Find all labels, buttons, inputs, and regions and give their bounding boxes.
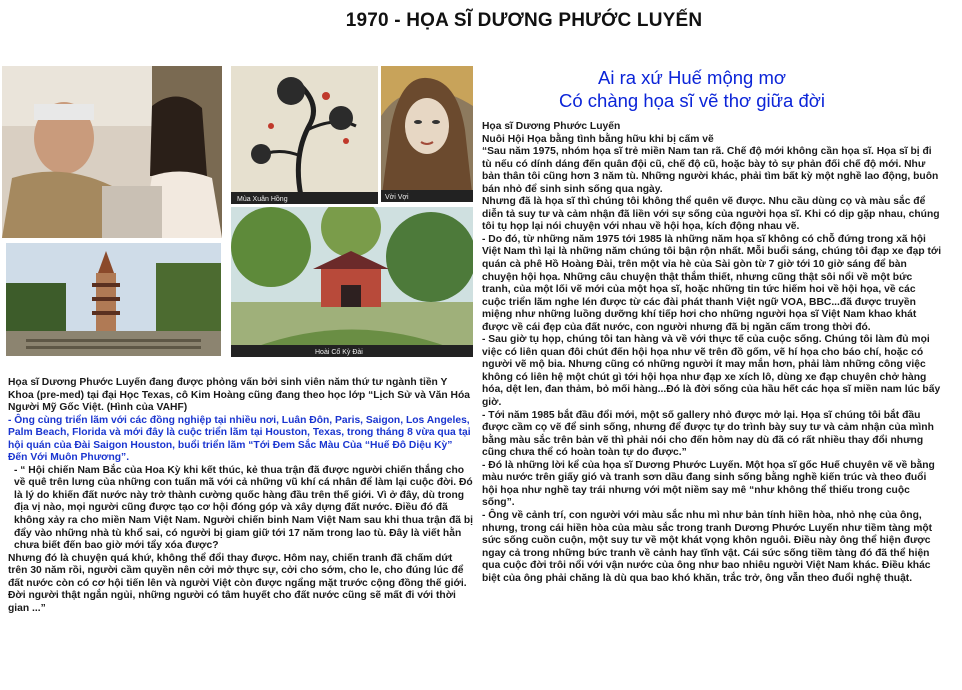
painting3-caption: Hoài Cổ Kỳ Đài (315, 349, 363, 356)
article-heading-2: Nuôi Hội Họa bằng tình bằng hữu khi bị cấm vẽ (482, 133, 714, 145)
quote-paragraph: Nhưng đó là chuyện quá khứ, không thể đổi thay được. Hôm nay, chiến tranh đã chấm dứt trên 30 năm rồi, người cầm quyền nên cởi mở thực sự, cởi cho sớm, cho le, cho đúng lúc để đất nước còn có cơ hội tiến lên và người Việt còn được ngẩng mặt trước cộng đồng thế giới. Đời người thật ngắn ngủi, những người có tâm huyết cho đất nước cũng sẽ mất đi với thời gian ...” (8, 552, 467, 614)
article-paragraph: - Đó là những lời kể của họa sĩ Dương Phước Luyến. Một họa sĩ gốc Huế chuyên vẽ về bằng màu nước trên giấy gió và tranh sơn dầu đang sinh sống bằng nghề kiến trúc và theo đuổi hội họa như nghề tay trái nhưng với một niềm say mê “như không thể thiếu trong cuộc sống”. (482, 459, 935, 509)
poem-line-1: Ai ra xứ Huế mộng mơ (598, 67, 786, 88)
article-paragraph: - Do đó, từ những năm 1975 tới 1985 là những năm họa sĩ không có chỗ đứng trong xã hội Việt Nam thì lại là những năm chúng tôi bận rộn nhất. Mỗi buổi sáng, chúng tôi đạp xe đạp tới quán cà phê Hồ Hoàng Đài, trên một vỉa hè của Sài gòn từ 7 giờ tới 10 giờ sáng để bàn chuyện hội họa. Những câu chuyện thật thắm thiết, nhưng cũng thật sôi nổi về một bức tranh, của một lối vẽ mới của một họa sĩ, hoặc những tin tức hiếm hoi về hội họa, về các cuộc triển lãm nghe lén được từ các đài phát thanh Việt ngữ VOA, BBC...đã được truyền miệng như những luồng dưỡng khí tiếp hơi cho những người họa sĩ Việt Nam khao khát được về cái đẹp của đất nước, con người nhưng đã bị ngăn cấm trong thời đó. (482, 233, 942, 333)
painting1-caption: Mùa Xuân Hồng (237, 196, 288, 203)
article-paragraph: - Ông về cảnh trí, con người với màu sắc nhu mì như bản tính hiền hòa, nhỏ nhẹ của ông, nhưng, trong cái hiền hòa của màu sắc trong tranh Dương Phước Luyến như tiềm tàng một sức sống cuồn cuộn, một suy tư về một khát vọng khôn nguôi. Điều này ông thể hiện được ngay cả trong những bức tranh về cảnh hay tĩnh vật. Cái sức sống tiềm tàng đó đã thể hiện qua cuộc đời trôi nổi với vận nước của ông như bao nhiêu người Việt Nam khác. Điều khác biệt của ông phải chăng là dù qua bao khó khăn, trắc trở, ông vẫn theo đuổi nghệ thuật. (482, 509, 933, 584)
painting-portrait (381, 66, 473, 202)
painting-gate (231, 207, 473, 357)
poem (486, 66, 898, 112)
poem-line-2: Có chàng họa sĩ vẽ thơ giữa đời (559, 90, 825, 111)
article-paragraph: - Tới năm 1985 bắt đầu đổi mới, một số gallery nhỏ được mở lại. Họa sĩ chúng tôi bắt đầu được cầm cọ vẽ để sinh sống, nhưng để được tự do trình bày suy tư và cảm nhận của mình bằng màu sắc trên bản vẽ thì phải nói cho đến hôm nay dù đã có rất nhiều thay đổi nhưng cũng chưa thể có hoàn toàn tự do được.” (482, 409, 934, 459)
painting2-caption: Vời Vợi (385, 194, 409, 201)
photo-caption: Họa sĩ Dương Phước Luyến đang được phỏng vấn bởi sinh viên năm thứ tư ngành tiền Y Khoa (pre-med) tại đại Học Texas, cô Kim Hoàng cũng đang theo học lớp “Lịch Sử và Văn Hóa Người Mỹ Gốc Việt. (Hình của VAHF) (8, 377, 470, 414)
article-column (482, 121, 942, 585)
article-paragraph: - Sau giờ tụ họp, chúng tôi tan hàng và về với thực tế của cuộc sống. Chúng tôi làm đủ mọi việc có liên quan đôi chút đến hội họa như vẽ trên đồ gốm, vẽ hí họa cho báo chí, hoặc có người vẽ mộ bia. Nhưng cũng có những người ít may mắn hơn, phải làm những công việc không có liên hệ một chút gì tới hội họa như đạp xe xích lô, dùng xe đạp chuyên chở hàng hóa, dệt len, đan thảm, bỏ mối hàng...Đó là đời sống của hầu hết các họa sĩ miền nam lúc bấy giờ. (482, 334, 941, 409)
article-paragraph: “Sau năm 1975, nhóm họa sĩ trẻ miền Nam tan rã. Chế độ mới không cần họa sĩ. Họa sĩ bị đi tù nếu có dính dáng đến quân đội cũ, chế độ cũ, hoặc bày tỏ sự phản đối chế độ mới. Như bản thân tôi cũng hơn 3 năm tù. Những người khác, phải tìm bất kỳ một nghề lao động, buôn bán nhỏ để sinh sinh sống qua ngày. (482, 146, 939, 195)
exhibitions-paragraph: - Ông cùng triển lãm với các đồng nghiệp tại nhiều nơi, Luân Đôn, Paris, Saigon, Los Angeles, Palm Beach, Florida và mới đây là cuộc triển lãm tại Houston, Texas, trong tháng 8 vừa qua tại hội quán của Đài Saigon Houston, buổi triển lãm “Tới Đem Sắc Màu Của “Huế Đô Diệu Kỳ” Đến Với Muôn Phương”. (8, 414, 471, 464)
pagoda-photo (6, 243, 221, 356)
interview-photo (2, 66, 222, 238)
painting-tree (231, 66, 378, 204)
article-heading-1: Họa sĩ Dương Phước Luyến (482, 121, 621, 132)
quote-paragraph: - “ Hội chiến Nam Bắc của Hoa Kỳ khi kết thúc, kẻ thua trận đã được người chiến thắng cho về quê trên lưng của những con tuấn mã với cả những vũ khí cá nhân để làm lại cuộc đời. Đó là lý do khiến đất nước này trở thành cường quốc hàng đầu trên thế giới. Vì ở đây, dù trong địa vị nào, mọi người cũng được tạo cơ hội đóng góp và xây dựng đất nước. Điều đó đã không xảy ra cho miền Nam Việt Nam. Người chiến binh Nam Việt Nam sau khi thua trận đã bị đẩy vào những nhà tù khổ sai, có người bị giam giữ tới 17 năm trong lao tù. Đây là viết hằn chưa biết đến bao giờ mới tẩy xóa được? (14, 464, 473, 552)
article-paragraph: Nhưng đã là họa sĩ thì chúng tôi không thể quên vẽ được. Nhu cầu dùng cọ và màu sắc để diễn tả suy tư và cảm nhận đã liền với sự sống của người họa sĩ. Khi có dịp gặp nhau, chúng tôi tụ họp lại nói chuyện với nhau về hội họa, kích động nhau vẽ. (482, 196, 940, 233)
left-column (8, 377, 474, 615)
page-title: 1970 - HỌA SĨ DƯƠNG PHƯỚC LUYẾN (345, 10, 703, 31)
